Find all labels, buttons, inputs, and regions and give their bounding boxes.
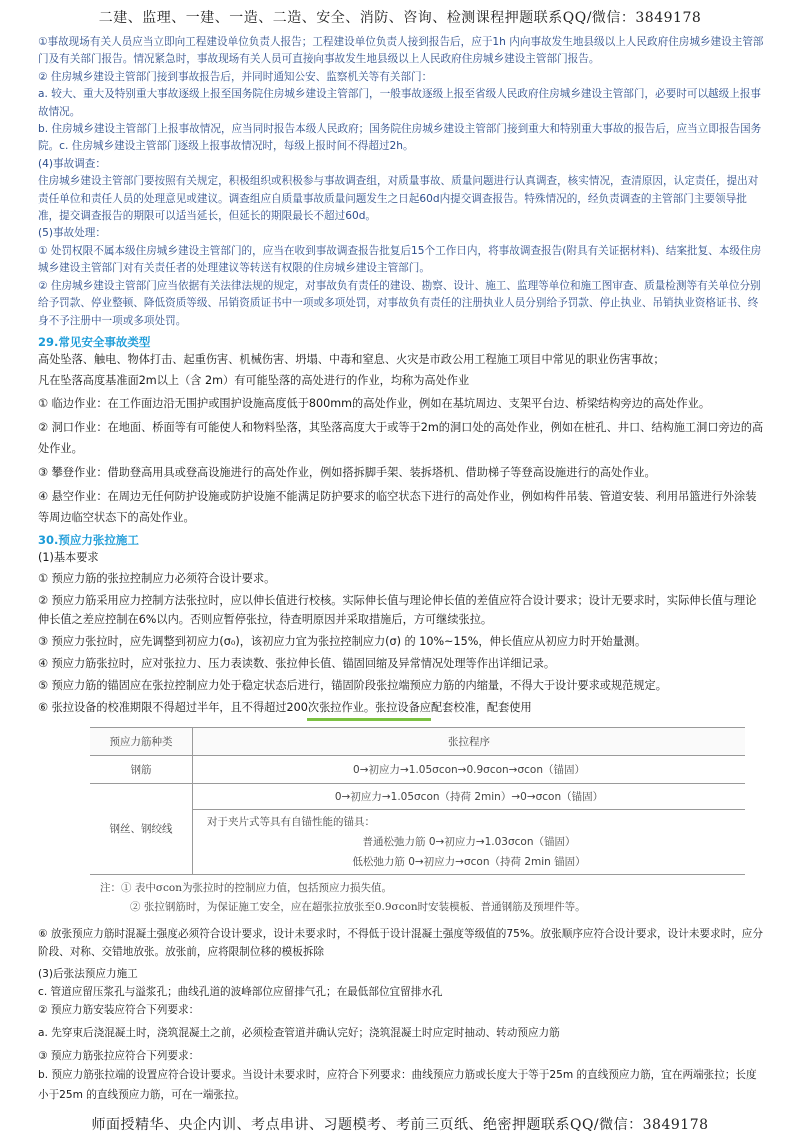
subheading: (1)基本要求 <box>38 550 99 564</box>
paragraph: ② 预应力筋安装应符合下列要求： <box>38 1003 200 1016</box>
paragraph: 凡在坠落高度基准面2m以上（含 2m）有可能坠落的高处进行的作业，均称为高处作业 <box>38 373 470 387</box>
paragraph: b. 预应力筋张拉端的设置应符合设计要求。当设计未要求时，应符合下列要求：曲线预应力筋或长度大于等于25m 的直线预应力筋，宜在两端张拉；长度小于25m 的直线预应力筋，可在一端张拉。 <box>38 1068 757 1101</box>
paragraph: ① 预应力筋的张拉控制应力必须符合设计要求。 <box>38 571 276 585</box>
page-header: 二建、监理、一建、一造、二造、安全、消防、咨询、检测课程押题联系QQ/微信：3849178 <box>98 10 702 26</box>
column-header: 张拉程序 <box>193 727 746 755</box>
table-cell: 钢丝、钢绞线 <box>90 783 193 874</box>
page-footer: 师面授精华、央企内训、考点串讲、习题模考、考前三页纸、绝密押题联系QQ/微信：3849178 <box>91 1116 709 1133</box>
paragraph: (3)后张法预应力施工 <box>38 967 138 980</box>
table-wrapper <box>90 727 745 875</box>
table-cell: 0→初应力→1.05σcon（持荷 2min）→0→σcon（锚固） <box>193 783 746 809</box>
table-note: ② 张拉钢筋时，为保证施工安全，应在超张拉放张至0.9σcon时安装模板、普通钢筋及预埋件等。 <box>130 900 586 913</box>
paragraph: ② 住房城乡建设主管部门应当依据有关法律法规的规定，对事故负有责任的建设、勘察、设计、施工、监理等单位和施工图审查、质量检测等有关单位分别给予罚款、停业整顿、降低资质等级、吊销资质证书中一项或多项处罚，对事故负有责任的注册执业人员分别给予罚款、停止执业、吊销执业资格证书、终身不予注册中一项或多项处罚。 <box>38 279 761 327</box>
table-cell: 钢筋 <box>90 755 193 783</box>
paragraph: 住房城乡建设主管部门要按照有关规定，积极组织或积极参与事故调查组，对质量事故、质量问题进行认真调查，核实情况，查清原因，认定责任，提出对责任单位和责任人员的处理意见或建议。调查组应自质量事故质量问题发生之日起60d内提交调查报告。特殊情况的，经负责调查的主管部门主要领导批准，提交调查报告的期限可以适当延长，但延长的期限最长不超过60d。 <box>38 175 759 223</box>
paragraph: ② 住房城乡建设主管部门接到事故报告后，并同时通知公安、监察机关等有关部门： <box>38 70 433 83</box>
accident-report-section <box>38 34 764 330</box>
table-row <box>90 783 745 809</box>
paragraph: (4)事故调查： <box>38 157 106 170</box>
tensioning-procedure-table <box>90 727 745 875</box>
paragraph: (5)事故处理： <box>38 227 106 240</box>
table-cell-line: 低松弛力筋 0→初应力→σcon（持荷 2min 锚固） <box>352 855 586 868</box>
table-cell: 0→初应力→1.05σcon→0.9σcon→σcon（锚固） <box>193 755 746 783</box>
paragraph: 高处坠落、触电、物体打击、起重伤害、机械伤害、坍塌、中毒和窒息、火灾是市政公用工程施工项目中常见的职业伤害事故； <box>38 352 665 366</box>
section-29-body <box>38 350 764 528</box>
paragraph: c. 管道应留压浆孔与溢浆孔；曲线孔道的波峰部位应留排气孔；在最低部位宜留排水孔 <box>38 985 443 998</box>
paragraph: ①事故现场有关人员应当立即向工程建设单位负责人报告；工程建设单位负责人接到报告后，应于1h 内向事故发生地县级以上人民政府住房城乡建设主管部门及有关部门报告。情况紧急时，事故现场有关人员可直接向事故发生地县级以上人民政府住房城乡建设主管部门报告。 <box>38 36 764 66</box>
paragraph: ① 处罚权限不属本级住房城乡建设主管部门的，应当在收到事故调查报告批复后15个工作日内，将事故调查报告(附具有关证据材料)、结案批复、本级住房城乡建设主管部门对有关责任者的处理建议等转送有权限的住房城乡建设主管部门。 <box>38 244 762 275</box>
paragraph: ③ 预应力筋张拉应符合下列要求： <box>38 1049 200 1062</box>
paragraph: ⑥ 放张预应力筋时混凝土强度必须符合设计要求，设计未要求时，不得低于设计混凝土强度等级值的75%。放张顺序应符合设计要求，设计未要求时，应分阶段、对称、交错地放张。放张前，应将限制位移的模板拆除 <box>38 927 763 958</box>
paragraph: ③ 攀登作业：借助登高用具或登高设施进行的高处作业，例如搭拆脚手架、装拆塔机、借助梯子等登高设施进行的高处作业。 <box>38 465 656 479</box>
table-note: 注：① 表中σcon为张拉时的控制应力值，包括预应力损失值。 <box>100 881 392 894</box>
table-cell-line: 普通松弛力筋 0→初应力→1.03σcon（锚固） <box>362 835 576 848</box>
paragraph: ② 预应力筋采用应力控制方法张拉时，应以伸长值进行校核。实际伸长值与理论伸长值的差值应符合设计要求；设计无要求时，实际伸长值与理论伸长值之差应控制在6%以内。否则应暂停张拉，待查明原因并采取措施后，方可继续张拉。 <box>38 593 757 626</box>
paragraph: ⑤ 预应力筋的锚固应在张拉控制应力处于稳定状态后进行，锚固阶段张拉端预应力筋的内缩量，不得大于设计要求或规范规定。 <box>38 678 667 692</box>
paragraph: ① 临边作业：在工作面边沿无围护或围护设施高度低于800mm的高处作业，例如在基坑周边、支架平台边、桥梁结构旁边的高处作业。 <box>38 396 711 410</box>
highlight-underline <box>307 718 431 721</box>
paragraph: a. 先穿束后浇混凝土时，浇筑混凝土之前，必须检查管道并确认完好；浇筑混凝土时应定时抽动、转动预应力筋 <box>38 1026 560 1039</box>
section-30-title: 30.预应力张拉施工 <box>38 532 139 547</box>
paragraph: ④ 预应力筋张拉时，应对张拉力、压力表读数、张拉伸长值、锚固回缩及异常情况处理等作出详细记录。 <box>38 656 556 670</box>
paragraph: b. 住房城乡建设主管部门上报事故情况，应当同时报告本级人民政府；国务院住房城乡建设主管部门接到重大和特别重大事故的报告后，应当立即报告国务院。c. 住房城乡建设主管部门逐级上报事故情况时，每级上报时间不得超过2h。 <box>38 123 762 153</box>
section-29-title: 29.常见安全事故类型 <box>38 334 151 349</box>
section-30-body <box>38 548 764 717</box>
paragraph: ③ 预应力张拉时，应先调整到初应力(σ₀)，该初应力宜为张拉控制应力(σ) 的 10%~15%，伸长值应从初应力时开始量测。 <box>38 634 647 648</box>
paragraph: ⑥ 张拉设备的校准期限不得超过半年，且不得超过200次张拉作业。张拉设备应配套校准，配套使用 <box>38 700 532 714</box>
paragraph: ② 洞口作业：在地面、桥面等有可能使人和物料坠落，其坠落高度大于或等于2m的洞口处的高处作业，例如在桩孔、井口、结构施工洞口旁边的高处作业。 <box>38 420 764 455</box>
section-30-continued <box>38 925 764 1105</box>
table-cell <box>193 809 746 874</box>
table-cell-line: 对于夹片式等具有自锚性能的锚具： <box>207 815 375 828</box>
column-header: 预应力筋种类 <box>90 727 193 755</box>
paragraph: a. 较大、重大及特别重大事故逐级上报至国务院住房城乡建设主管部门，一般事故逐级上报至省级人民政府住房城乡建设主管部门，必要时可以越级上报事故情况。 <box>38 88 762 118</box>
table-header-row <box>90 727 745 755</box>
table-row <box>90 755 745 783</box>
paragraph: ④ 悬空作业：在周边无任何防护设施或防护设施不能满足防护要求的临空状态下进行的高处作业，例如构件吊装、管道安装、利用吊篮进行外涂装等周边临空状态下的高处作业。 <box>38 489 757 524</box>
